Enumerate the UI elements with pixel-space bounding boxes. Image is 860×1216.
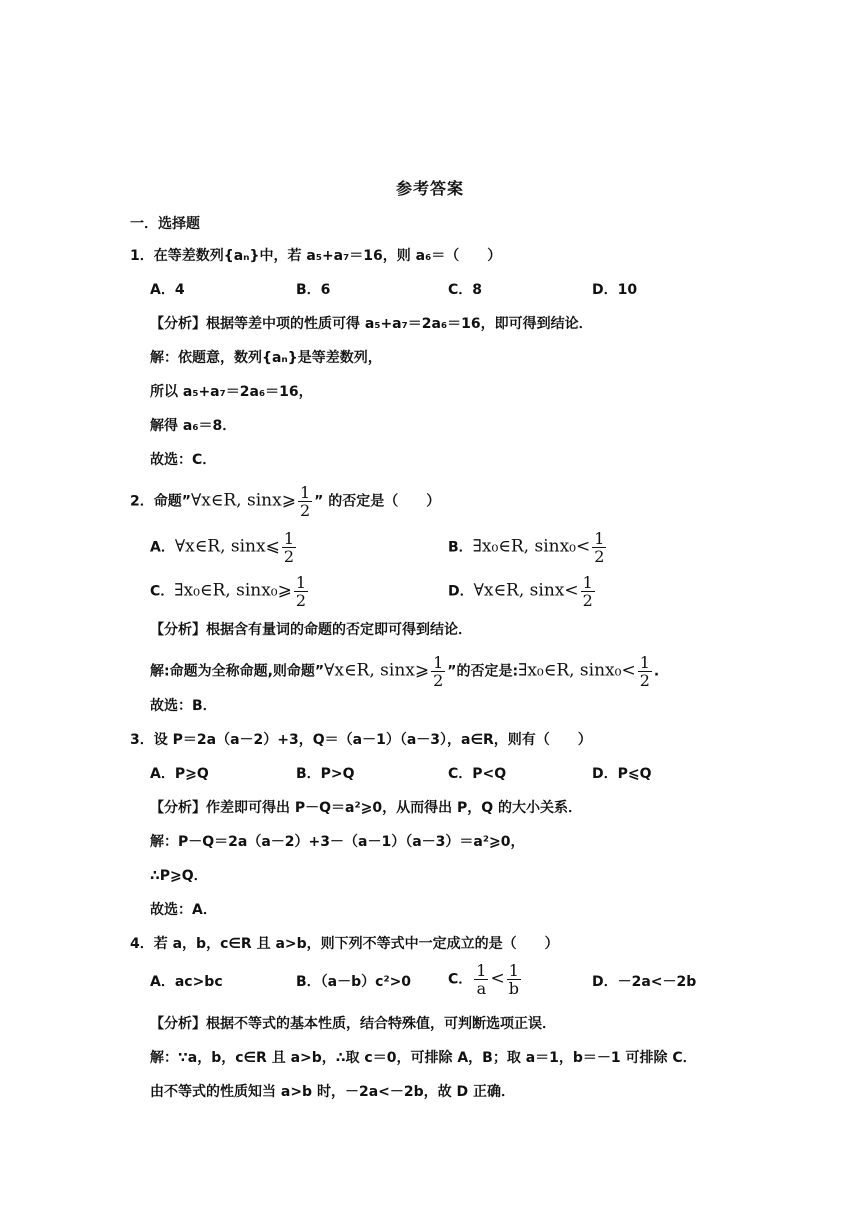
q4-option-c: C． $\frac{1}{a}$ < $\frac{1}{b}$	[448, 961, 519, 998]
q1-solution-2: 所以 a₅+a₇＝2a₆＝16，	[150, 384, 313, 400]
q3-option-d: D．P⩽Q	[592, 766, 652, 782]
q1-option-c: C．8	[448, 282, 483, 298]
q4-solution-2: 由不等式的性质知当 a>b 时，－2a<－2b，故 D 正确．	[150, 1084, 515, 1100]
q2-stem-fraction: $\frac{1}{2}$	[299, 483, 311, 520]
q1-solution-3: 解得 a₆＝8．	[150, 418, 237, 434]
q2-option-b: B．∃x₀∈R, sinx₀< $\frac{1}{2}$	[448, 529, 605, 566]
q2-stem-prefix: 2．命题”	[130, 493, 191, 510]
q3-option-c: C．P<Q	[448, 766, 507, 782]
q1-solution-1: 解：依题意，数列{aₙ}是等差数列，	[150, 350, 382, 366]
q2-option-c: C．∃x₀∈R, sinx₀⩾ $\frac{1}{2}$	[150, 573, 307, 610]
q2-option-d: D．∀x∈R, sinx< $\frac{1}{2}$	[448, 573, 593, 610]
q2-option-a: A．∀x∈R, sinx⩽ $\frac{1}{2}$	[150, 529, 295, 566]
q4-analysis: 【分析】根据不等式的基本性质，结合特殊值，可判断选项正误．	[150, 1016, 556, 1032]
q4-option-a: A．ac>bc	[150, 974, 223, 990]
q2-answer: 故选：B．	[150, 698, 217, 714]
q2-stem-math: ∀x∈R, sinx⩾	[190, 490, 296, 511]
page-title: 参考答案	[395, 179, 464, 198]
q3-option-b: B．P>Q	[296, 766, 355, 782]
q1-answer: 故选：C．	[150, 452, 217, 468]
q4-option-b: B．（a－b）c²>0	[296, 974, 412, 990]
q3-stem: 3．设 P＝2a（a－2）+3，Q＝（a－1）（a－3），a∈R，则有（ ）	[130, 732, 592, 748]
q2-stem-suffix: ” 的否定是（ ）	[314, 493, 441, 510]
q2-analysis: 【分析】根据含有量词的命题的否定即可得到结论．	[150, 622, 472, 638]
q3-analysis: 【分析】作差即可得出 P－Q＝a²⩾0，从而得出 P，Q 的大小关系．	[150, 800, 582, 816]
q3-solution-1: 解：P－Q＝2a（a－2）+3－（a－1）（a－3）＝a²⩾0，	[150, 834, 525, 850]
q2-stem	[130, 484, 440, 519]
q1-option-b: B．6	[296, 282, 331, 298]
q3-answer: 故选：A．	[150, 902, 217, 918]
q1-analysis: 【分析】根据等差中项的性质可得 a₅+a₇＝2a₆＝16，即可得到结论．	[150, 316, 593, 332]
q2-solution: 解:命题为全称命题,则命题”∀x∈R, sinx⩾ $\frac{1}{2}$ ”的否定是:∃x₀∈R, sinx₀< $\frac{1}{2}$ .	[150, 653, 660, 690]
q1-option-d: D．10	[592, 282, 638, 298]
q1-stem: 1．在等差数列{aₙ}中，若 a₅+a₇＝16，则 a₆＝（ ）	[130, 248, 502, 264]
q4-solution-1: 解：∵a，b，c∈R 且 a>b，∴取 c＝0，可排除 A，B；取 a＝1，b＝－1 可排除 C．	[150, 1050, 697, 1066]
q3-option-a: A．P⩾Q	[150, 766, 209, 782]
q4-option-d: D．－2a<－2b	[592, 974, 697, 990]
q3-solution-2: ∴P⩾Q．	[150, 868, 208, 884]
section-heading: 一．选择题	[130, 216, 200, 232]
q4-stem: 4．若 a，b，c∈R 且 a>b，则下列不等式中一定成立的是（ ）	[130, 936, 559, 952]
q1-option-a: A．4	[150, 282, 185, 298]
